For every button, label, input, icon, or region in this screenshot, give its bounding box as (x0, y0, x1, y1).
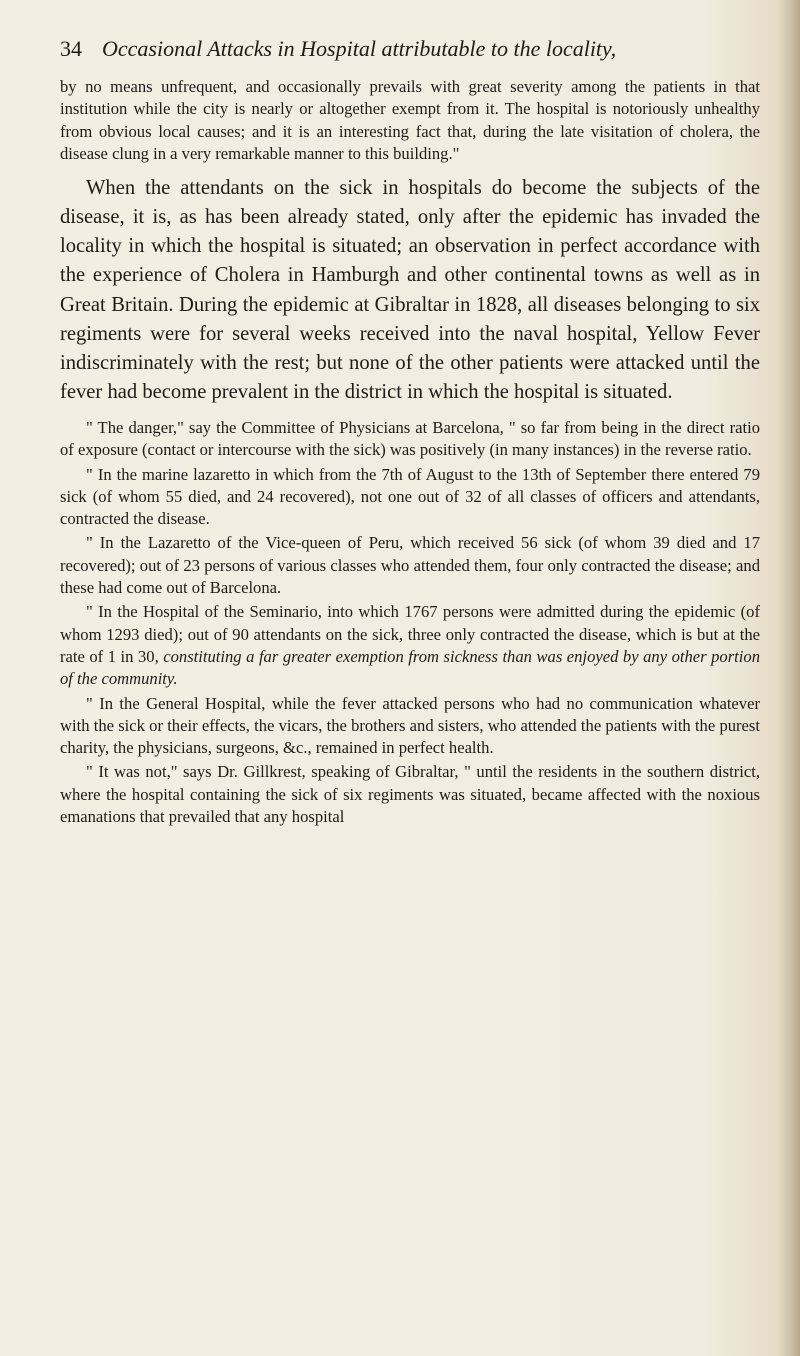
page-number: 34 (60, 36, 82, 61)
page-content (60, 36, 760, 828)
seminario-text: " In the Hospital of the Seminario, into which 1767 persons were admitted during the epidemic (of whom 1293 died); out of 90 attendants on the sick, three only contracted the disease, which is but at the rate of 1 in 30, (60, 602, 760, 666)
page-edge-shadow (778, 0, 800, 1356)
paragraph-main-body: When the attendants on the sick in hospitals do become the subjects of the disease, it is, as has been already stated, only after the epidemic has invaded the locality in which the hospital is situated; an observation in perfect accordance with the experience of Cholera in Hamburgh and other continental towns as well as in Great Britain. During the epidemic at Gibraltar in 1828, all diseases belonging to six regiments were for several weeks received into the naval hospital, Yellow Fever indiscriminately with the rest; but none of the other patients were attacked until the fever had become prevalent in the district in which the hospital is situated. (60, 177, 760, 403)
paragraph-marine-lazaretto: " In the marine lazaretto in which from the 7th of August to the 13th of September there entered 79 sick (of whom 55 died, and 24 recovered), not one out of 32 of all classes of officers and attendants, contracted the disease. (60, 464, 760, 529)
seminario-emphasis: constituting a far greater exemption from sickness than was enjoyed by any other portion of the community. (60, 646, 760, 689)
paragraph-barcelona-intro: " The danger," say the Committee of Physicians at Barcelona, " so far from being in the direct ratio of exposure (contact or intercourse with the sick) was positively (in many instances) in the reverse ratio. (60, 417, 760, 460)
paragraph-quote-end: by no means unfrequent, and occasionally prevails with great severity among the patients in that institution while the city is nearly or altogether exempt from it. The hospital is notoriously unhealthy from obvious local causes; and it is an interesting fact that, during the late visitation of cholera, the disease clung in a very remarkable manner to this building." (60, 77, 760, 163)
paragraph-gillkrest: " It was not," says Dr. Gillkrest, speaking of Gibraltar, " until the residents in the southern district, where the hospital containing the sick of six regiments was situated, became affected with the noxious emanations that prevailed that any hospital (60, 762, 760, 826)
paragraph-vice-queen-lazaretto: " In the Lazaretto of the Vice-queen of Peru, which received 56 sick (of whom 39 died and 17 recovered); out of 23 persons of various classes who attended them, four only contracted the disease; and these had come out of Barcelona. (60, 533, 760, 598)
running-head (60, 36, 760, 62)
paragraph-seminario-hospital (60, 601, 760, 690)
running-head-title: Occasional Attacks in Hospital attributable to the locality, (102, 36, 617, 61)
paragraph-general-hospital: " In the General Hospital, while the fever attacked persons who had no communication whatever with the sick or their effects, the vicars, the brothers and sisters, who attended the patients with the purest charity, the physicians, surgeons, &c., remained in perfect health. (60, 693, 760, 758)
